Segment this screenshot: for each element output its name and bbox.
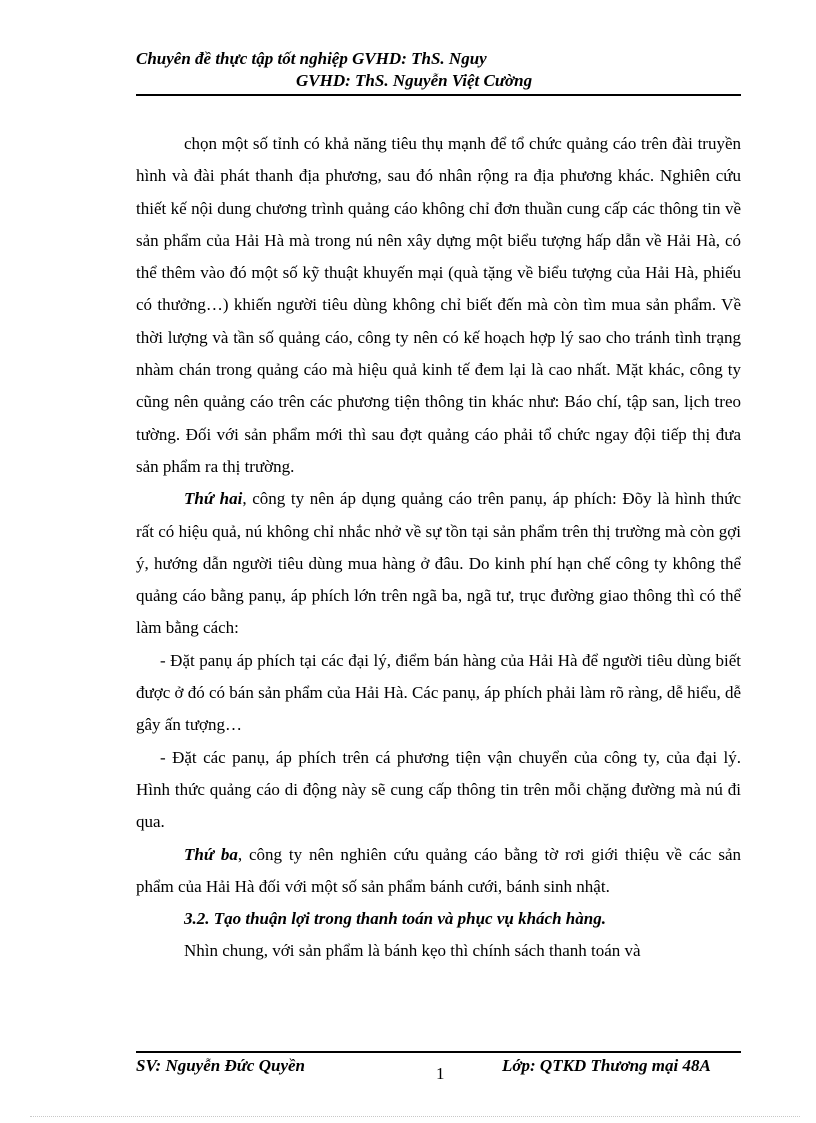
body-text bbox=[136, 128, 741, 968]
header-divider bbox=[136, 94, 741, 96]
footer-student: SV: Nguyễn Đức Quyền bbox=[136, 1056, 306, 1075]
paragraph-5-lead: Thứ ba bbox=[184, 844, 238, 864]
section-heading: 3.2. Tạo thuận lợi trong thanh toán và phục vụ khách hàng. bbox=[184, 909, 606, 929]
page-bottom-border bbox=[30, 1116, 800, 1117]
paragraph-2 bbox=[136, 483, 741, 644]
page-header bbox=[136, 48, 741, 92]
paragraph-5 bbox=[136, 839, 741, 904]
header-line-2: GVHD: ThS. Nguyễn Việt Cường bbox=[296, 71, 533, 90]
footer-class: Lớp: QTKD Thương mại 48A bbox=[502, 1056, 711, 1075]
paragraph-5-text: , công ty nên nghiên cứu quảng cáo bằng tờ rơi giới thiệu về các sản phẩm của Hải Hà đối với một số sản phẩm bánh cưới, bánh sinh nhật. bbox=[136, 844, 741, 896]
header-line-1: Chuyên đề thực tập tốt nghiệp GVHD: ThS. Nguy bbox=[136, 49, 487, 68]
paragraph-6: Nhìn chung, với sản phẩm là bánh kẹo thì chính sách thanh toán và bbox=[184, 941, 641, 961]
page-number: 1 bbox=[436, 1064, 445, 1083]
paragraph-3: - Đặt panụ áp phích tại các đại lý, điểm bán hàng của Hải Hà để người tiêu dùng biết được ở đó có bán sản phẩm của Hải Hà. Các panụ, áp phích phải làm rõ ràng, dễ hiểu, dễ gây ấn tượng… bbox=[136, 650, 741, 735]
paragraph-2-text: , công ty nên áp dụng quảng cáo trên panụ, áp phích: Đõy là hình thức rất có hiệu quả, nú không chỉ nhắc nhở về sự tồn tại sản phẩm trên thị trường mà còn gợi ý, hướng dẫn người tiêu dùng mua hàng ở đâu. Do kinh phí hạn chế công ty không thể quảng cáo bằng panụ, áp phích lớn trên ngã ba, ngã tư, trục đường giao thông thì có thể làm bằng cách: bbox=[136, 489, 742, 638]
paragraph-2-lead: Thứ hai bbox=[184, 489, 243, 509]
paragraph-1: chọn một số tỉnh có khả năng tiêu thụ mạnh để tổ chức quảng cáo trên đài truyền hình và đài phát thanh địa phương, sau đó nhân rộng ra địa phương khác. Nghiên cứu thiết kế nội dung chương trình quảng cáo không chỉ đơn thuần cung cấp các thông tin về sản phẩm của Hải Hà mà trong nú nên xây dựng một biểu tượng hấp dẫn về Hải Hà, có thể thêm vào đó một số kỹ thuật khuyến mại (quà tặng về biểu tượng của Hải Hà, phiếu có thưởng…) khiến người tiêu dùng không chỉ biết đến mà còn tìm mua sản phẩm. Về thời lượng và tần số quảng cáo, công ty nên có kế hoạch hợp lý sao cho tránh tình trạng nhàm chán trong quảng cáo mà hiệu quả kinh tế đem lại là cao nhất. Mặt khác, công ty cũng nên quảng cáo trên các phương tiện thông tin khác như: Báo chí, tập san, lịch treo tường. Đối với sản phẩm mới thì sau đợt quảng cáo phải tổ chức ngay đội tiếp thị đưa sản phẩm ra thị trường. bbox=[136, 134, 741, 476]
paragraph-4: - Đặt các panụ, áp phích trên cá phương tiện vận chuyển của công ty, của đại lý. Hình thức quảng cáo di động này sẽ cung cấp thông tin trên mỗi chặng đường mà nú đi qua. bbox=[136, 747, 741, 832]
footer-divider bbox=[136, 1051, 741, 1053]
